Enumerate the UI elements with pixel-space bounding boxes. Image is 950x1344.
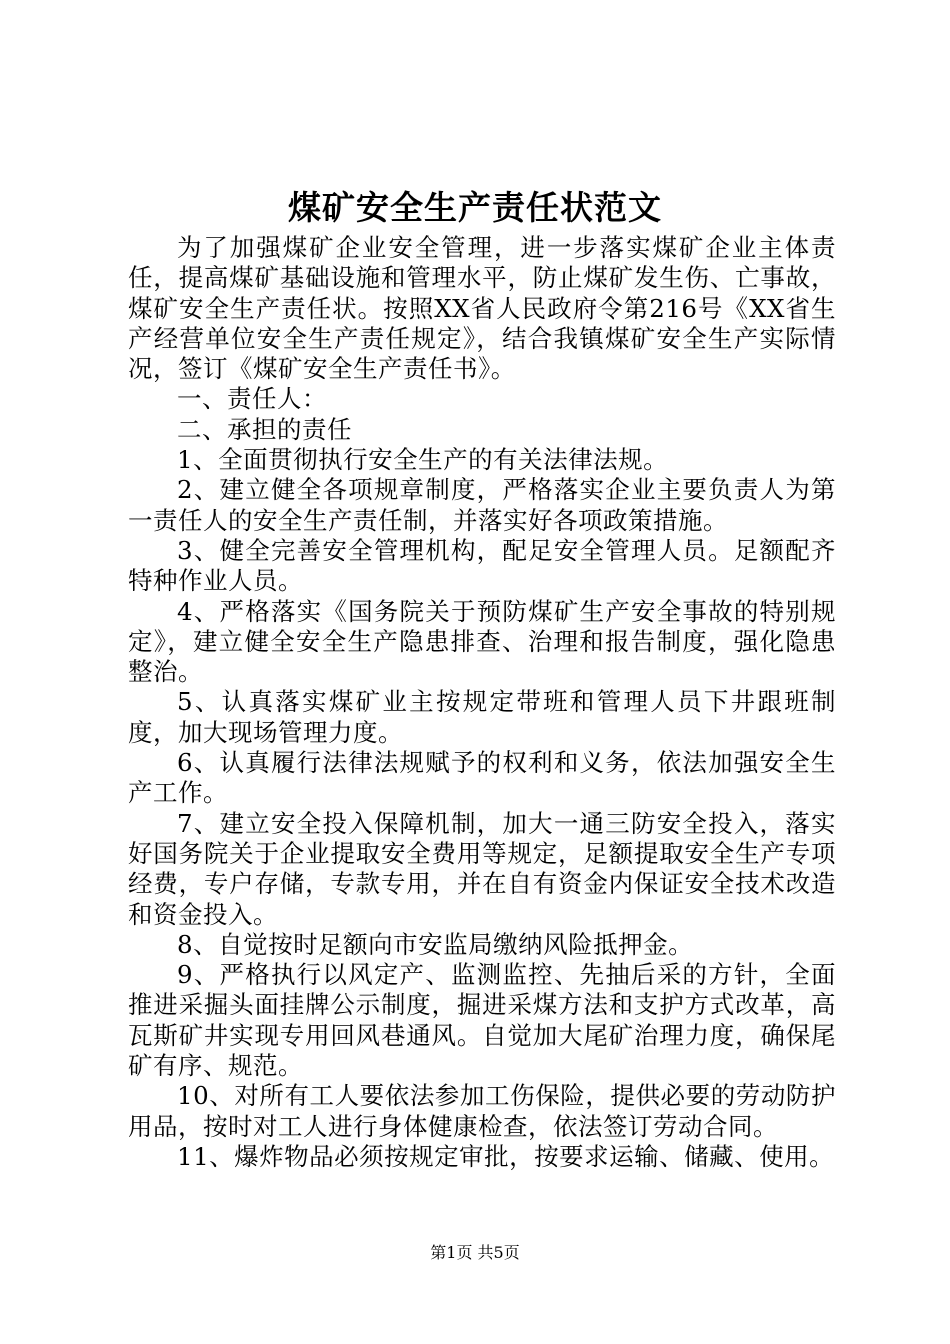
document-title: 煤矿安全生产责任状范文: [288, 188, 662, 227]
paragraph-intro: 为了加强煤矿企业安全管理，进一步落实煤矿企业主体责任，提高煤矿基础设施和管理水平，防止煤矿发生伤、亡事故，煤矿安全生产责任状。按照XX省人民政府令第216号《XX省生产经营单位安全生产责任规定》，结合我镇煤矿安全生产实际情况，签订《煤矿安全生产责任书》。: [128, 233, 836, 384]
paragraph-item-4: 4、严格落实《国务院关于预防煤矿生产安全事故的特别规定》，建立健全安全生产隐患排查、治理和报告制度，强化隐患整治。: [128, 596, 836, 687]
paragraph-section-responsibilities: 二、承担的责任: [177, 414, 352, 444]
paragraph-item-3: 3、健全完善安全管理机构，配足安全管理人员。足额配齐特种作业人员。: [128, 535, 836, 596]
paragraph-item-11: 11、爆炸物品必须按规定审批，按要求运输、储藏、使用。: [177, 1141, 835, 1171]
paragraph-item-8: 8、自觉按时足额向市安监局缴纳风险抵押金。: [177, 929, 694, 959]
paragraph-item-6: 6、认真履行法律法规赋予的权利和义务，依法加强安全生产工作。: [128, 748, 836, 808]
paragraph-item-7: 7、建立安全投入保障机制，加大一通三防安全投入，落实好国务院关于企业提取安全费用等规定，足额提取安全生产专项经费，专户存储，专款专用，并在自有资金内保证安全技术改造和资金投入。: [128, 808, 836, 929]
paragraph-item-2: 2、建立健全各项规章制度，严格落实企业主要负责人为第一责任人的安全生产责任制，并落实好各项政策措施。: [128, 475, 836, 535]
paragraph-item-1: 1、全面贯彻执行安全生产的有关法律法规。: [177, 445, 669, 475]
paragraph-section-responsible-person: 一、责任人：: [177, 384, 327, 414]
paragraph-item-10: 10、对所有工人要依法参加工伤保险，提供必要的劳动防护用品，按时对工人进行身体健康检查，依法签订劳动合同。: [128, 1081, 836, 1141]
page-footer: 第1页 共5页: [430, 1243, 520, 1262]
document-body: [128, 233, 836, 1172]
paragraph-item-9: 9、严格执行以风定产、监测监控、先抽后采的方针，全面推进采掘头面挂牌公示制度，掘进采煤方法和支护方式改革，高瓦斯矿井实现专用回风巷通风。自觉加大尾矿治理力度，确保尾矿有序、规范。: [128, 960, 836, 1081]
paragraph-item-5: 5、认真落实煤矿业主按规定带班和管理人员下井跟班制度，加大现场管理力度。: [128, 687, 836, 747]
